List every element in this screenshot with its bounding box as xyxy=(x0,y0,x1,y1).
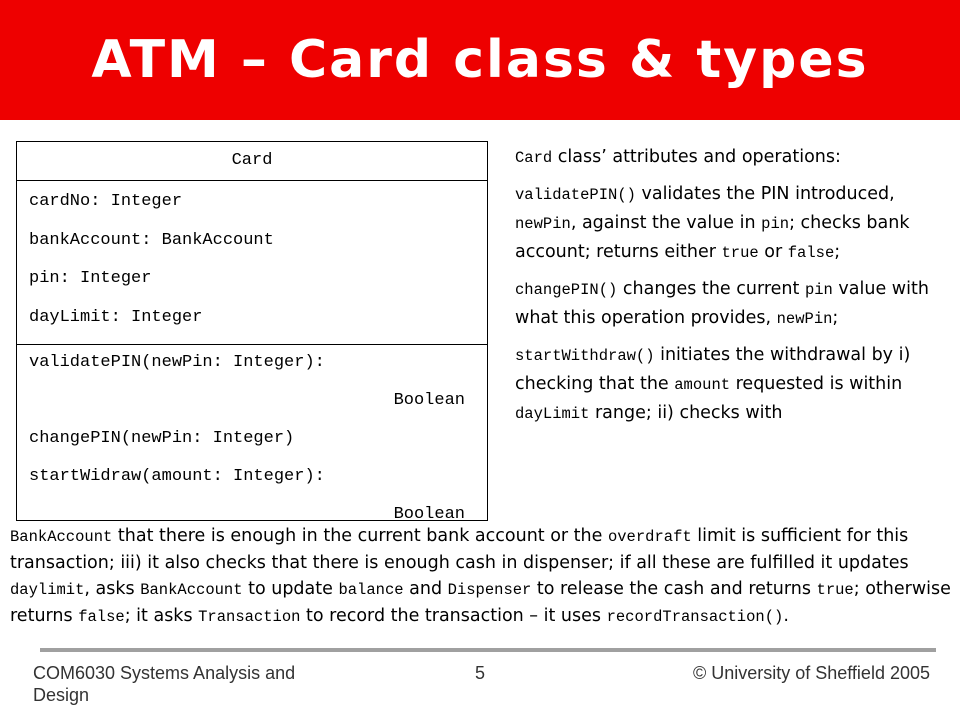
text-run: changes the current xyxy=(617,279,805,299)
text-run: limit is sufficient for this transaction; iii) it also checks that there is enough cash in dispenser; if all these are fulfilled it updates xyxy=(10,526,909,573)
uml-class-name: Card xyxy=(17,142,487,181)
text-run: or xyxy=(758,242,788,262)
text-run: initiates the withdrawal by i) checking that the xyxy=(515,345,911,394)
code-term: changePIN() xyxy=(515,281,618,299)
code-term: balance xyxy=(338,581,404,599)
desc-paragraph-changepin xyxy=(515,275,945,333)
uml-attributes xyxy=(17,181,487,345)
code-term: validatePIN() xyxy=(515,186,636,204)
text-run: value with what this operation provides, xyxy=(515,279,929,328)
slide-title: ATM – Card class & types xyxy=(91,30,869,90)
desc-paragraph-validatepin xyxy=(515,180,945,267)
code-term: pin xyxy=(804,281,833,299)
uml-operations xyxy=(17,345,487,538)
uml-operation: startWidraw(amount: Integer): xyxy=(29,467,325,486)
uml-attribute: bankAccount: BankAccount xyxy=(29,230,274,250)
text-run: ; it asks xyxy=(124,606,199,626)
text-run: to release the cash and returns xyxy=(531,579,817,599)
code-term: true xyxy=(816,581,854,599)
code-term: true xyxy=(721,244,759,262)
uml-operation: changePIN(newPin: Integer) xyxy=(29,429,295,448)
text-run: and xyxy=(403,579,448,599)
footer-divider xyxy=(40,648,936,652)
text-run: , against the value in xyxy=(570,213,762,233)
text-run: . xyxy=(783,606,789,626)
code-term: dayLimit xyxy=(515,405,590,423)
text-run: ; otherwise returns xyxy=(10,579,951,626)
uml-class-box xyxy=(16,141,488,524)
text-run: , asks xyxy=(84,579,141,599)
code-term: Dispenser xyxy=(447,581,532,599)
text-run: class’ attributes and operations: xyxy=(552,147,841,167)
code-term: daylimit xyxy=(10,581,85,599)
code-term: Transaction xyxy=(198,608,301,626)
uml-operation-return: Boolean xyxy=(393,391,465,410)
desc-paragraph-intro xyxy=(515,143,945,172)
uml-attribute: dayLimit: Integer xyxy=(29,307,203,327)
code-term: Card xyxy=(515,149,553,167)
uml-attribute: pin: Integer xyxy=(29,269,152,288)
code-term: false xyxy=(787,244,835,262)
code-term: newPin xyxy=(776,310,833,328)
code-term: BankAccount xyxy=(10,528,113,546)
text-run: to update xyxy=(242,579,339,599)
uml-operation: validatePIN(newPin: Integer): xyxy=(29,353,325,372)
uml-attribute: cardNo: Integer xyxy=(29,192,183,211)
desc-paragraph-startwithdraw xyxy=(515,341,945,428)
continuation-paragraph xyxy=(10,523,955,630)
text-run: ; checks bank account; returns either xyxy=(515,213,910,262)
uml-operation-return: Boolean xyxy=(393,505,465,524)
code-term: startWithdraw() xyxy=(515,347,655,365)
text-run: that there is enough in the current bank account or the xyxy=(112,526,608,546)
code-term: newPin xyxy=(515,215,571,233)
footer-page-number: 5 xyxy=(474,663,485,683)
code-term: BankAccount xyxy=(140,581,243,599)
text-run: validates the PIN introduced, xyxy=(635,184,895,204)
text-run: to record the transaction – it uses xyxy=(300,606,607,626)
code-term: amount xyxy=(674,376,731,394)
footer-course: COM6030 Systems Analysis and Design xyxy=(33,663,296,705)
code-term: pin xyxy=(761,215,790,233)
text-run: ; xyxy=(832,308,839,328)
code-term: false xyxy=(78,608,125,626)
text-run: range; ii) checks with xyxy=(589,403,783,423)
text-run: ; xyxy=(834,242,841,262)
description-column xyxy=(515,143,945,436)
code-term: overdraft xyxy=(607,528,692,546)
title-banner xyxy=(0,0,960,120)
code-term: recordTransaction() xyxy=(606,608,784,626)
text-run: requested is within xyxy=(730,374,903,394)
footer-copyright: © University of Sheffield 2005 xyxy=(692,663,930,683)
